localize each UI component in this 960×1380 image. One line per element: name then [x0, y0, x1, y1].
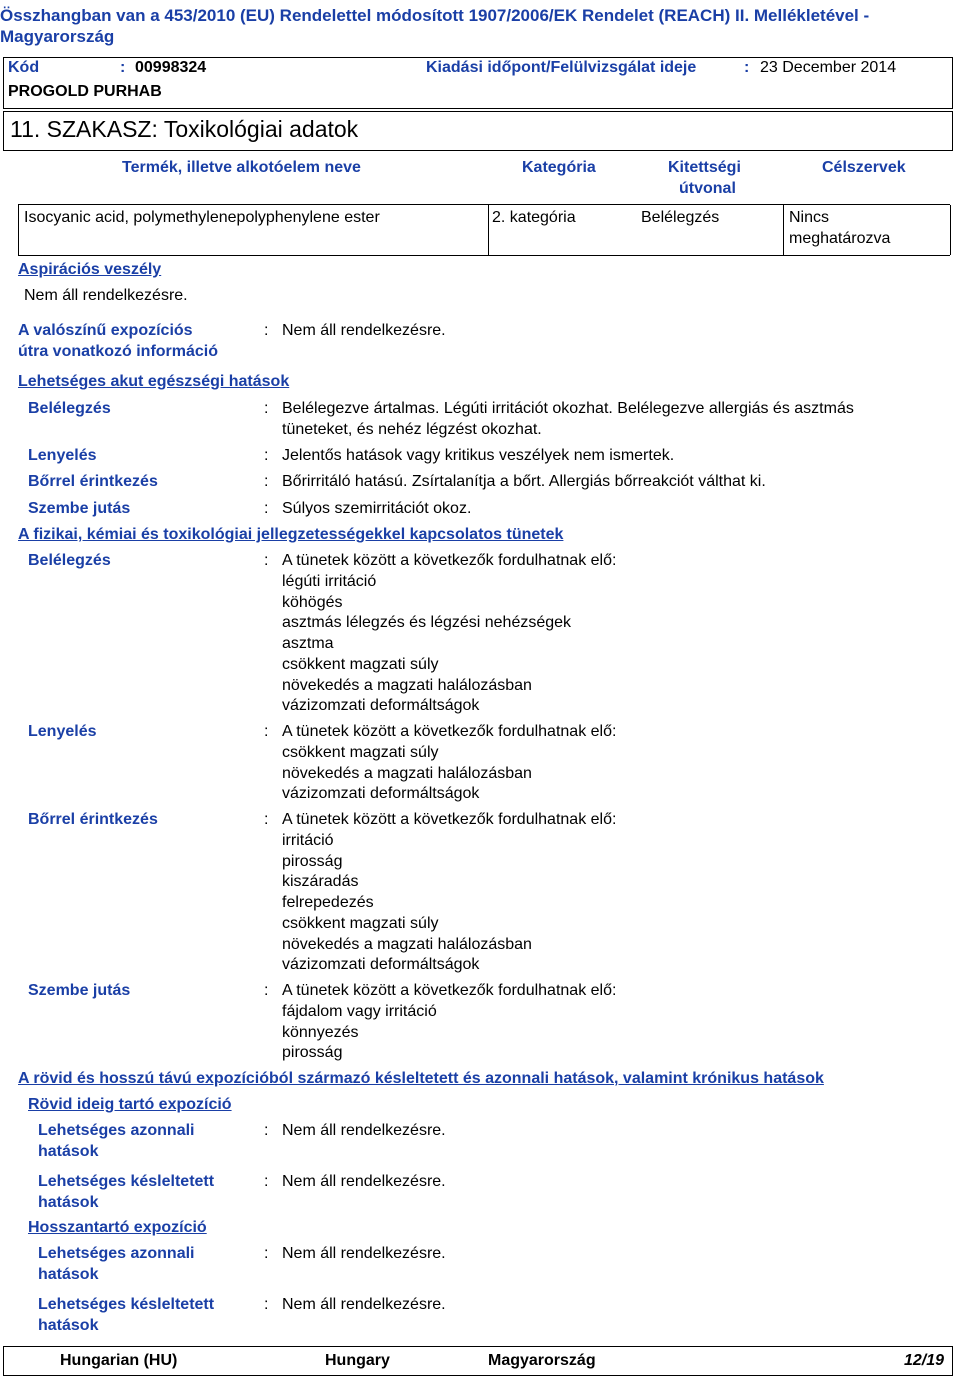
acute-inhalation-colon: :	[264, 400, 269, 417]
list-item: pirosság	[282, 1044, 343, 1062]
long-exposure-title: Hosszantartó expozíció	[28, 1219, 207, 1236]
long-delayed-value: Nem áll rendelkezésre.	[282, 1296, 446, 1313]
aspiration-title: Aspirációs veszély	[18, 261, 162, 278]
table-header-rule	[18, 204, 950, 205]
symptoms-skin-colon: :	[264, 811, 269, 828]
list-item: csökkent magzati súly	[282, 744, 439, 761]
short-immediate-colon: :	[264, 1122, 269, 1139]
date-value: 23 December 2014	[760, 59, 897, 76]
list-item: kiszáradás	[282, 873, 359, 891]
long-delayed-label: Lehetséges késleltetett	[38, 1296, 215, 1313]
code-label: Kód	[8, 59, 40, 76]
short-delayed-label-line2: hatások	[38, 1194, 99, 1211]
symptoms-eye-list	[282, 1002, 437, 1064]
acute-inhalation-value: Belélegezve ártalmas. Légúti irritációt okozhat. Belélegezve allergiás és asztmás	[282, 400, 854, 417]
symptoms-ingestion-colon: :	[264, 723, 269, 740]
acute-ingestion-label: Lenyelés	[28, 447, 97, 464]
aspiration-text: Nem áll rendelkezésre.	[24, 287, 188, 304]
table-cell-route: Belélegzés	[641, 209, 720, 226]
acute-skin-label: Bőrrel érintkezés	[28, 473, 158, 490]
table-cell-target-line2: meghatározva	[789, 230, 891, 247]
symptoms-eye-intro: A tünetek között a következők fordulhatnak elő:	[282, 982, 617, 999]
short-immediate-label-line2: hatások	[38, 1143, 99, 1160]
symptoms-ingestion-intro: A tünetek között a következők fordulhatnak elő:	[282, 723, 617, 740]
symptoms-inhalation-label: Belélegzés	[28, 552, 111, 569]
list-item: fájdalom vagy irritáció	[282, 1003, 437, 1020]
list-item: növekedés a magzati halálozásban	[282, 676, 532, 694]
code-colon: :	[120, 59, 126, 76]
long-immediate-colon: :	[264, 1245, 269, 1262]
symptoms-eye-colon: :	[264, 982, 269, 999]
table-cell-category: 2. kategória	[492, 209, 576, 226]
acute-inhalation-label: Belélegzés	[28, 400, 111, 417]
acute-eye-value: Súlyos szemirritációt okoz.	[282, 500, 472, 517]
acute-skin-colon: :	[264, 473, 269, 490]
table-header-category: Kategória	[522, 159, 596, 176]
acute-ingestion-value: Jelentős hatások vagy kritikus veszélyek nem ismertek.	[282, 447, 675, 464]
symptoms-skin-label: Bőrrel érintkezés	[28, 811, 158, 828]
symptoms-skin-list	[282, 831, 532, 976]
list-item: felrepedezés	[282, 894, 374, 912]
list-item: pirosság	[282, 852, 343, 870]
table-divider-route	[783, 205, 784, 255]
table-cell-target: Nincs	[789, 209, 830, 226]
list-item: köhögés	[282, 593, 343, 611]
symptoms-skin-intro: A tünetek között a következők fordulhatnak elő:	[282, 811, 617, 828]
exposure-colon: :	[264, 322, 269, 339]
list-item: irritáció	[282, 832, 334, 849]
regulation-title-country: Magyarország	[0, 27, 115, 46]
acute-ingestion-colon: :	[264, 447, 269, 464]
list-item: vázizomzati deformáltságok	[282, 956, 480, 974]
acute-inhalation-value-line2: tüneteket, és nehéz légzést okozhat.	[282, 421, 542, 438]
short-delayed-value: Nem áll rendelkezésre.	[282, 1173, 446, 1190]
table-cell-name: Isocyanic acid, polymethylenepolyphenylene ester	[24, 209, 380, 226]
symptoms-inhalation-intro: A tünetek között a következők fordulhatnak elő:	[282, 552, 617, 569]
footer-country: Hungary	[325, 1352, 390, 1369]
long-delayed-label-line2: hatások	[38, 1317, 99, 1334]
date-colon: :	[744, 59, 750, 76]
list-item: növekedés a magzati halálozásban	[282, 935, 532, 953]
delayed-effects-title: A rövid és hosszú távú expozícióból származó késleltetett és azonnali hatások, valamint krónikus hatások	[18, 1070, 824, 1087]
table-border-left	[18, 205, 19, 255]
table-divider-name	[488, 205, 489, 255]
table-header-name: Termék, illetve alkotóelem neve	[122, 159, 361, 176]
symptoms-inhalation-colon: :	[264, 552, 269, 569]
list-item: könnyezés	[282, 1023, 359, 1041]
symptoms-ingestion-list	[282, 743, 532, 805]
table-bottom-rule	[18, 255, 950, 256]
table-header-target: Célszervek	[822, 159, 906, 176]
symptoms-eye-label: Szembe jutás	[28, 982, 131, 999]
long-immediate-value: Nem áll rendelkezésre.	[282, 1245, 446, 1262]
long-immediate-label-line2: hatások	[38, 1266, 99, 1283]
list-item: asztma	[282, 635, 334, 653]
exposure-value: Nem áll rendelkezésre.	[282, 322, 446, 339]
section-title: 11. SZAKASZ: Toxikológiai adatok	[10, 116, 359, 142]
footer-page-number: 12/19	[904, 1352, 945, 1369]
date-label: Kiadási időpont/Felülvizsgálat ideje	[426, 59, 697, 76]
short-immediate-label: Lehetséges azonnali	[38, 1122, 195, 1139]
exposure-label: A valószínű expozíciós	[18, 322, 193, 339]
list-item: csökkent magzati súly	[282, 914, 439, 932]
product-name: PROGOLD PURHAB	[8, 83, 162, 100]
code-value: 00998324	[135, 59, 207, 76]
acute-effects-title: Lehetséges akut egészségi hatások	[18, 373, 290, 390]
list-item: növekedés a magzati halálozásban	[282, 764, 532, 782]
symptoms-inhalation-list	[282, 572, 571, 717]
list-item: csökkent magzati súly	[282, 655, 439, 673]
acute-eye-colon: :	[264, 500, 269, 517]
list-item: vázizomzati deformáltságok	[282, 785, 480, 803]
short-exposure-title: Rövid ideig tartó expozíció	[28, 1096, 232, 1113]
table-border-right	[950, 205, 951, 255]
list-item: légúti irritáció	[282, 573, 377, 590]
acute-skin-value: Bőrirritáló hatású. Zsírtalanítja a bőrt. Allergiás bőrreakciót válthat ki.	[282, 473, 766, 490]
short-delayed-colon: :	[264, 1173, 269, 1190]
regulation-title: Összhangban van a 453/2010 (EU) Rendelettel módosított 1907/2006/EK Rendelet (REACH) II. Mellékletével -	[0, 6, 870, 25]
list-item: vázizomzati deformáltságok	[282, 697, 480, 715]
footer-language: Hungarian (HU)	[60, 1352, 178, 1369]
symptoms-ingestion-label: Lenyelés	[28, 723, 97, 740]
long-immediate-label: Lehetséges azonnali	[38, 1245, 195, 1262]
long-delayed-colon: :	[264, 1296, 269, 1313]
exposure-label-line2: útra vonatkozó információ	[18, 343, 219, 360]
footer-country-local: Magyarország	[488, 1352, 596, 1369]
symptoms-title: A fizikai, kémiai és toxikológiai jellegzetességekkel kapcsolatos tünetek	[18, 526, 564, 543]
short-delayed-label: Lehetséges késleltetett	[38, 1173, 215, 1190]
short-immediate-value: Nem áll rendelkezésre.	[282, 1122, 446, 1139]
list-item: asztmás lélegzés és légzési nehézségek	[282, 614, 572, 632]
table-header-route: Kitettségi	[668, 159, 741, 176]
acute-eye-label: Szembe jutás	[28, 500, 131, 517]
table-header-route-line2: útvonal	[679, 180, 736, 197]
